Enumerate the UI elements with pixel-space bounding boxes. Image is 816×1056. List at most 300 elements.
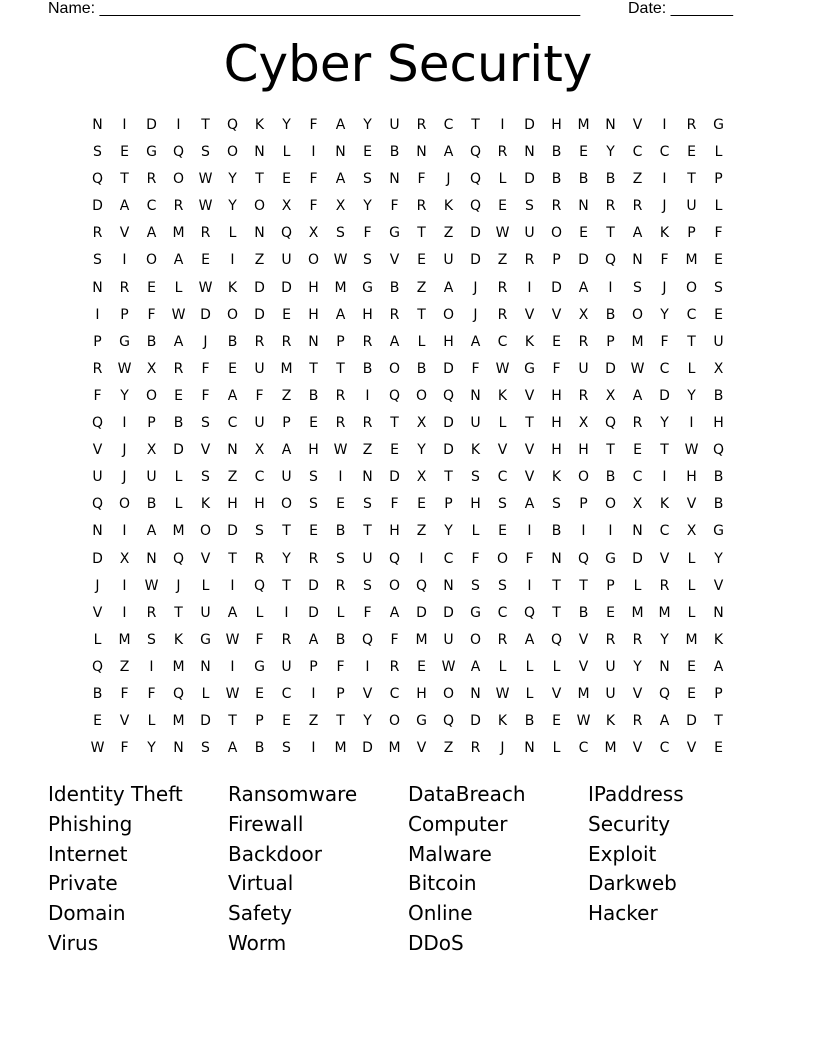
grid-letter: B — [713, 496, 724, 513]
grid-letter: N — [713, 604, 724, 621]
grid-letter: E — [687, 658, 696, 675]
word-bank-item: IPaddress — [588, 782, 684, 806]
grid-letter: S — [201, 144, 210, 161]
grid-letter: F — [714, 225, 723, 242]
grid-letter: L — [201, 577, 210, 594]
grid-letter: X — [308, 225, 319, 242]
grid-letter: R — [335, 415, 346, 432]
grid-letter: O — [280, 496, 293, 513]
grid-letter: T — [660, 442, 669, 459]
word-bank-item: Darkweb — [588, 871, 677, 896]
grid-letter: V — [578, 631, 589, 648]
grid-letter: V — [119, 713, 130, 730]
grid-row — [84, 735, 732, 762]
grid-letter: D — [632, 550, 643, 567]
grid-letter: U — [146, 469, 157, 486]
grid-letter: O — [469, 631, 482, 648]
grid-letter: L — [633, 577, 642, 594]
grid-letter: Q — [712, 442, 725, 459]
grid-row — [84, 681, 732, 708]
grid-letter: A — [524, 496, 535, 513]
grid-letter: N — [254, 225, 265, 242]
grid-letter: T — [606, 442, 615, 459]
grid-letter: D — [443, 442, 454, 459]
grid-letter: O — [226, 306, 239, 323]
grid-letter: L — [687, 550, 696, 567]
grid-letter: H — [551, 117, 562, 133]
grid-letter: X — [578, 415, 589, 432]
grid-letter: C — [443, 550, 454, 567]
grid-letter: V — [524, 306, 535, 323]
grid-letter: U — [254, 415, 265, 432]
grid-letter: L — [714, 144, 723, 161]
grid-letter: R — [632, 415, 643, 432]
grid-letter: B — [605, 171, 616, 188]
grid-letter: Y — [660, 306, 669, 323]
grid-row — [84, 356, 732, 383]
grid-letter: D — [200, 713, 211, 730]
grid-letter: I — [122, 604, 127, 621]
grid-letter: B — [92, 685, 103, 702]
grid-letter: E — [417, 658, 426, 675]
grid-letter: L — [498, 415, 507, 432]
grid-letter: I — [608, 523, 613, 540]
grid-letter: K — [497, 713, 508, 730]
grid-letter: U — [470, 415, 481, 432]
grid-letter: Y — [660, 631, 669, 648]
grid-letter: M — [334, 740, 347, 757]
grid-letter: N — [470, 685, 481, 702]
grid-letter: J — [662, 198, 667, 215]
grid-letter: N — [92, 117, 103, 133]
grid-letter: R — [92, 225, 103, 242]
grid-letter: C — [146, 198, 157, 215]
grid-letter: V — [659, 550, 670, 567]
grid-letter: J — [473, 279, 478, 296]
grid-letter: A — [227, 387, 238, 404]
grid-letter: I — [230, 252, 235, 269]
grid-letter: C — [497, 333, 508, 350]
grid-letter: O — [172, 171, 185, 188]
grid-letter: N — [146, 550, 157, 567]
grid-letter: P — [93, 333, 102, 350]
grid-letter: W — [441, 658, 456, 675]
grid-letter: T — [687, 333, 696, 350]
grid-letter: A — [335, 306, 346, 323]
grid-letter: I — [230, 577, 235, 594]
grid-letter: M — [685, 252, 698, 269]
grid-letter: G — [362, 279, 373, 296]
grid-letter: A — [713, 658, 724, 675]
grid-row — [84, 410, 732, 437]
grid-letter: N — [470, 387, 481, 404]
grid-letter: L — [228, 225, 237, 242]
grid-letter: S — [147, 631, 156, 648]
grid-letter: N — [605, 117, 616, 133]
grid-letter: R — [200, 225, 211, 242]
grid-letter: U — [254, 360, 265, 377]
grid-letter: S — [282, 740, 291, 757]
grid-letter: S — [201, 469, 210, 486]
grid-letter: T — [687, 171, 696, 188]
grid-letter: L — [714, 198, 723, 215]
grid-row — [84, 654, 732, 681]
grid-letter: Y — [606, 144, 615, 161]
grid-row — [84, 193, 732, 220]
grid-letter: H — [308, 279, 319, 296]
grid-letter: D — [686, 713, 697, 730]
grid-letter: Y — [444, 523, 453, 540]
grid-letter: T — [525, 415, 534, 432]
grid-letter: H — [713, 415, 724, 432]
grid-letter: X — [281, 198, 292, 215]
grid-letter: L — [498, 658, 507, 675]
grid-letter: X — [605, 387, 616, 404]
grid-letter: O — [442, 306, 455, 323]
grid-letter: W — [495, 225, 510, 242]
grid-letter: D — [443, 360, 454, 377]
grid-letter: Q — [523, 604, 536, 621]
grid-letter: S — [255, 523, 264, 540]
grid-letter: B — [524, 713, 535, 730]
grid-letter: I — [662, 117, 667, 133]
grid-letter: R — [416, 117, 427, 133]
grid-letter: N — [254, 144, 265, 161]
grid-letter: A — [335, 171, 346, 188]
grid-letter: J — [446, 171, 451, 188]
grid-letter: A — [389, 333, 400, 350]
grid-row — [84, 491, 732, 518]
grid-letter: F — [255, 387, 264, 404]
grid-letter: D — [389, 469, 400, 486]
grid-letter: B — [227, 333, 238, 350]
grid-letter: R — [281, 631, 292, 648]
grid-letter: L — [93, 631, 102, 648]
grid-letter: W — [198, 198, 213, 215]
grid-letter: U — [281, 658, 292, 675]
grid-letter: V — [524, 442, 535, 459]
grid-letter: B — [578, 604, 589, 621]
grid-letter: Z — [227, 469, 238, 486]
grid-letter: Y — [282, 117, 291, 133]
grid-letter: Z — [254, 252, 265, 269]
grid-letter: X — [146, 360, 157, 377]
grid-letter: Q — [604, 252, 617, 269]
grid-letter: Z — [443, 740, 454, 757]
grid-letter: T — [336, 713, 345, 730]
grid-letter: B — [605, 306, 616, 323]
grid-letter: F — [390, 496, 399, 513]
grid-letter: T — [255, 171, 264, 188]
grid-letter: T — [417, 225, 426, 242]
name-field-label: Name: ______________________________________________________ — [48, 0, 581, 17]
grid-letter: B — [254, 740, 265, 757]
grid-letter: L — [525, 685, 534, 702]
grid-letter: S — [363, 577, 372, 594]
grid-letter: Q — [577, 550, 590, 567]
grid-letter: E — [417, 496, 426, 513]
grid-letter: B — [551, 171, 562, 188]
grid-letter: S — [498, 577, 507, 594]
grid-letter: A — [578, 279, 589, 296]
grid-letter: G — [254, 658, 265, 675]
grid-letter: A — [389, 604, 400, 621]
grid-row — [84, 627, 732, 654]
grid-letter: C — [443, 117, 454, 133]
grid-letter: L — [201, 685, 210, 702]
grid-letter: Z — [362, 442, 373, 459]
word-bank-item: DDoS — [408, 930, 464, 955]
grid-letter: H — [254, 496, 265, 513]
grid-letter: V — [200, 550, 211, 567]
grid-letter: Q — [415, 577, 428, 594]
grid-letter: Z — [281, 387, 292, 404]
grid-letter: I — [149, 658, 154, 675]
grid-letter: I — [608, 279, 613, 296]
grid-letter: X — [146, 442, 157, 459]
grid-letter: E — [336, 496, 345, 513]
grid-letter: U — [443, 631, 454, 648]
grid-letter: D — [254, 306, 265, 323]
grid-letter: F — [363, 604, 372, 621]
grid-letter: T — [228, 713, 237, 730]
grid-letter: I — [122, 523, 127, 540]
grid-letter: Z — [416, 279, 427, 296]
grid-letter: Q — [469, 171, 482, 188]
grid-letter: F — [147, 685, 156, 702]
grid-letter: W — [333, 252, 348, 269]
grid-letter: A — [632, 225, 643, 242]
grid-letter: E — [633, 442, 642, 459]
word-bank-item: Firewall — [228, 811, 304, 836]
grid-letter: N — [578, 198, 589, 215]
grid-letter: Q — [469, 198, 482, 215]
grid-row — [84, 518, 732, 545]
grid-letter: K — [713, 631, 724, 648]
grid-letter: K — [443, 198, 454, 215]
grid-letter: Z — [416, 523, 427, 540]
grid-letter: J — [500, 740, 505, 757]
grid-letter: U — [389, 117, 400, 133]
grid-letter: X — [335, 198, 346, 215]
grid-letter: E — [174, 387, 183, 404]
grid-letter: X — [713, 360, 724, 377]
grid-letter: P — [255, 713, 264, 730]
grid-row — [84, 220, 732, 247]
grid-letter: R — [497, 631, 508, 648]
grid-letter: S — [552, 496, 561, 513]
grid-letter: M — [172, 713, 185, 730]
grid-letter: I — [230, 658, 235, 675]
grid-letter: Z — [119, 658, 130, 675]
grid-letter: D — [524, 117, 535, 133]
grid-row — [84, 708, 732, 735]
grid-row — [84, 139, 732, 166]
grid-letter: V — [551, 685, 562, 702]
grid-letter: N — [389, 171, 400, 188]
grid-letter: D — [443, 415, 454, 432]
grid-letter: Z — [632, 171, 643, 188]
grid-letter: T — [309, 360, 318, 377]
grid-letter: A — [335, 117, 346, 133]
grid-letter: X — [119, 550, 130, 567]
grid-letter: Q — [604, 415, 617, 432]
grid-letter: E — [282, 171, 291, 188]
grid-letter: V — [416, 740, 427, 757]
grid-letter: U — [524, 225, 535, 242]
word-bank-item: Malware — [408, 841, 492, 866]
header — [48, 0, 748, 20]
grid-letter: F — [309, 117, 318, 133]
grid-letter: G — [713, 117, 724, 133]
grid-letter: S — [309, 469, 318, 486]
grid-letter: S — [363, 496, 372, 513]
grid-letter: T — [228, 550, 237, 567]
grid-letter: M — [415, 631, 428, 648]
grid-letter: R — [632, 198, 643, 215]
word-bank-item: Exploit — [588, 841, 657, 866]
grid-letter: E — [714, 740, 723, 757]
grid-letter: F — [120, 740, 129, 757]
grid-letter: I — [311, 740, 316, 757]
grid-letter: C — [686, 306, 697, 323]
word-bank-item: Bitcoin — [408, 871, 477, 896]
grid-letter: R — [497, 279, 508, 296]
grid-letter: V — [551, 306, 562, 323]
grid-letter: Q — [91, 415, 104, 432]
grid-letter: P — [579, 496, 588, 513]
grid-letter: Q — [172, 550, 185, 567]
grid-letter: S — [714, 279, 723, 296]
grid-letter: V — [686, 496, 697, 513]
grid-letter: J — [122, 442, 127, 459]
grid-letter: B — [389, 144, 400, 161]
grid-letter: A — [281, 442, 292, 459]
grid-letter: U — [200, 604, 211, 621]
grid-letter: R — [173, 198, 184, 215]
grid-letter: M — [172, 225, 185, 242]
grid-letter: L — [525, 658, 534, 675]
grid-letter: O — [388, 713, 401, 730]
grid-letter: A — [227, 604, 238, 621]
grid-letter: T — [201, 117, 210, 133]
grid-letter: R — [686, 117, 697, 133]
grid-letter: R — [578, 387, 589, 404]
grid-letter: D — [173, 442, 184, 459]
grid-letter: E — [201, 252, 210, 269]
grid-letter: S — [471, 577, 480, 594]
grid-letter: B — [551, 523, 562, 540]
grid-letter: A — [470, 333, 481, 350]
grid-letter: R — [119, 279, 130, 296]
grid-letter: I — [527, 577, 532, 594]
grid-letter: A — [659, 713, 670, 730]
grid-letter: N — [362, 469, 373, 486]
grid-letter: F — [93, 387, 102, 404]
grid-letter: Q — [91, 496, 104, 513]
grid-row — [84, 302, 732, 329]
grid-row — [84, 247, 732, 274]
grid-letter: Y — [228, 198, 237, 215]
grid-letter: G — [200, 631, 211, 648]
grid-letter: M — [577, 685, 590, 702]
grid-letter: W — [684, 442, 699, 459]
grid-letter: K — [254, 117, 265, 133]
grid-letter: G — [470, 604, 481, 621]
grid-letter: O — [388, 577, 401, 594]
grid-letter: C — [659, 523, 670, 540]
grid-letter: D — [308, 577, 319, 594]
grid-letter: O — [442, 685, 455, 702]
grid-letter: S — [336, 550, 345, 567]
grid-letter: I — [176, 117, 181, 133]
grid-letter: J — [176, 577, 181, 594]
grid-letter: Q — [442, 713, 455, 730]
grid-letter: L — [147, 713, 156, 730]
grid-row — [84, 275, 732, 302]
grid-letter: D — [470, 713, 481, 730]
word-bank-item: Identity Theft — [48, 782, 183, 806]
grid-letter: Y — [282, 550, 291, 567]
grid-letter: T — [579, 577, 588, 594]
grid-letter: F — [309, 198, 318, 215]
grid-letter: Q — [91, 171, 104, 188]
grid-letter: G — [416, 713, 427, 730]
grid-letter: H — [551, 442, 562, 459]
grid-letter: R — [254, 333, 265, 350]
grid-letter: W — [198, 171, 213, 188]
grid-letter: M — [334, 279, 347, 296]
grid-letter: E — [147, 279, 156, 296]
grid-letter: W — [90, 740, 105, 757]
grid-letter: O — [496, 550, 509, 567]
grid-letter: G — [524, 360, 535, 377]
grid-letter: Z — [443, 225, 454, 242]
grid-letter: B — [551, 144, 562, 161]
grid-letter: U — [605, 685, 616, 702]
grid-letter: V — [362, 685, 373, 702]
grid-letter: E — [579, 144, 588, 161]
grid-letter: O — [118, 496, 131, 513]
grid-letter: F — [390, 198, 399, 215]
grid-letter: X — [416, 415, 427, 432]
grid-letter: F — [390, 631, 399, 648]
grid-letter: F — [255, 631, 264, 648]
grid-letter: A — [119, 198, 130, 215]
grid-letter: C — [632, 469, 643, 486]
grid-letter: P — [714, 171, 723, 188]
grid-letter: V — [497, 442, 508, 459]
grid-letter: C — [497, 604, 508, 621]
grid-letter: I — [365, 658, 370, 675]
grid-letter: I — [500, 117, 505, 133]
grid-row — [84, 383, 732, 410]
grid-letter: K — [659, 496, 670, 513]
grid-letter: R — [497, 144, 508, 161]
grid-letter: L — [498, 171, 507, 188]
grid-letter: T — [282, 577, 291, 594]
grid-letter: I — [581, 523, 586, 540]
grid-letter: T — [714, 713, 723, 730]
grid-letter: E — [498, 198, 507, 215]
grid-letter: T — [174, 604, 183, 621]
grid-letter: E — [282, 713, 291, 730]
grid-letter: M — [172, 523, 185, 540]
grid-letter: S — [336, 225, 345, 242]
grid-letter: F — [336, 658, 345, 675]
grid-row — [84, 573, 732, 600]
grid-letter: N — [524, 740, 535, 757]
